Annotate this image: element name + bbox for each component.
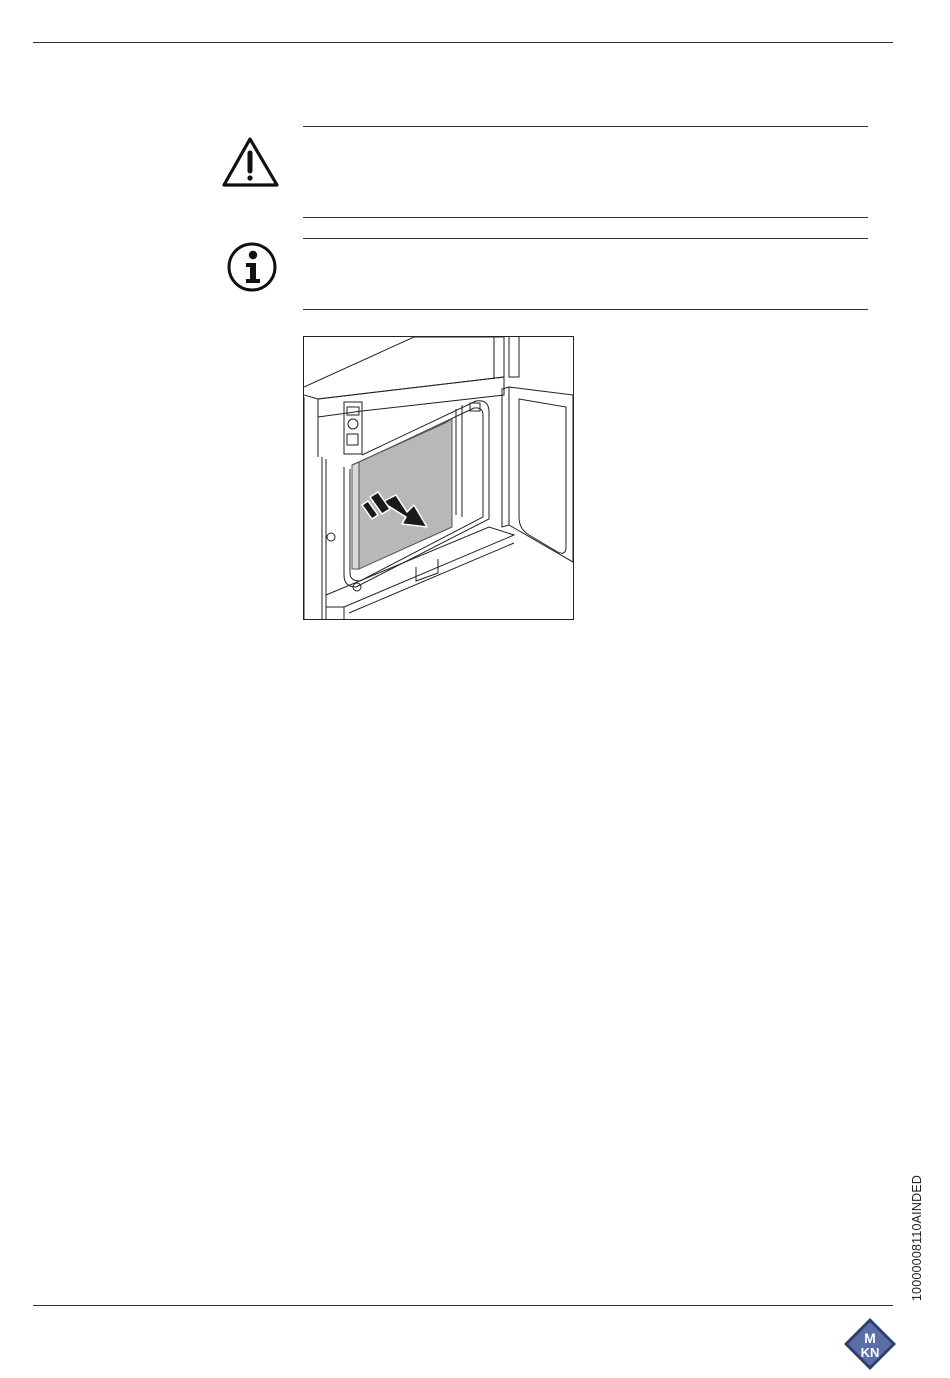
warning-bottom-rule <box>303 217 868 218</box>
logo-text-bottom: KN <box>860 1345 880 1360</box>
footer-rule <box>33 1305 893 1306</box>
appliance-filter-illustration <box>303 336 574 620</box>
info-circle-icon <box>226 241 278 293</box>
document-code <box>905 1170 929 1305</box>
mkn-logo <box>843 1317 897 1371</box>
info-bottom-rule <box>303 309 868 310</box>
warning-top-rule <box>303 126 868 127</box>
warning-triangle-icon <box>221 135 281 189</box>
appliance-drawing <box>304 337 573 619</box>
header-rule <box>33 42 893 43</box>
info-top-rule <box>303 238 868 239</box>
logo-text-top: M <box>864 1330 876 1346</box>
document-code-text: 10000008110AINDED <box>910 1174 924 1301</box>
